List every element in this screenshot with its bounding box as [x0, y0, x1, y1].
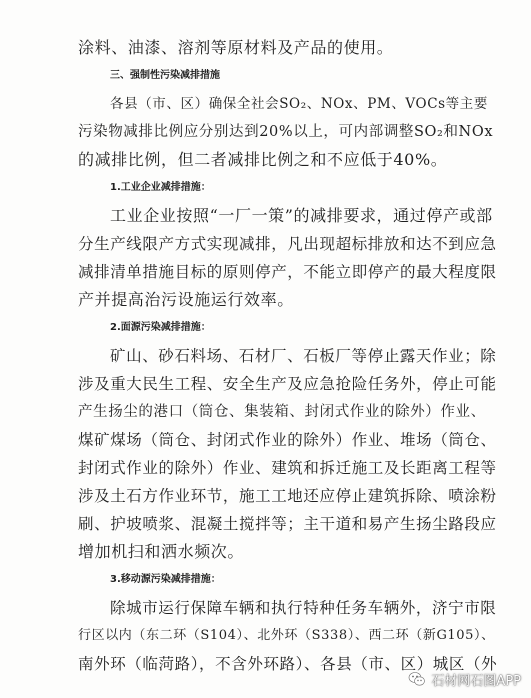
wechat-icon [408, 670, 426, 688]
text-line: 增加机扫和洒水频次。 [78, 542, 245, 561]
watermark [408, 668, 521, 690]
subsection-heading: 1.工业企业减排措施： [110, 182, 211, 193]
text-line: 涉及重大民生工程、安全生产及应急抢险任务外，停止可能 [78, 375, 497, 393]
text-line: 涂料、油漆、溶剂等原材料及产品的使用。 [78, 38, 394, 57]
text-line: 煤矿煤场（筒仓、封闭式作业的除外）作业、堆场（筒仓、 [78, 431, 497, 449]
text-line: 封闭式作业的除外）作业、建筑和拆迁施工及长距离工程等 [78, 459, 497, 477]
subsection-heading: 2.面源污染减排措施： [110, 322, 211, 333]
text-line: 刷、护坡喷浆、混凝土搅拌等；主干道和易产生扬尘路段应 [78, 515, 497, 533]
subsection-heading: 3.移动源污染减排措施： [110, 574, 221, 585]
text-line: 产并提高治污设施运行效率。 [78, 290, 294, 309]
text-line: 的减排比例，但二者减排比例之和不应低于40%。 [78, 150, 448, 169]
text-line: 分生产线限产方式实现减排，凡出现超标排放和达不到应急 [78, 235, 497, 253]
text-line: 行区以内（东二环（S104）、北外环（S338）、西二环（新G105）、 [78, 628, 495, 643]
text-line: 矿山、砂石料场、石材厂、石板厂等停止露天作业；除 [110, 347, 497, 365]
text-line: 除城市运行保障车辆和执行特种任务车辆外，济宁市限 [110, 599, 497, 617]
text-line: 南外环（临菏路），不含外环路）、各县（市、区）城区（外 [78, 655, 498, 673]
text-line: 涉及土石方作业环节，施工工地还应停止建筑拆除、喷涂粉 [78, 487, 497, 505]
text-line: 产生扬尘的港口（筒仓、集装箱、封闭式作业的除外）作业、 [78, 404, 486, 420]
section-heading: 三、强制性污染减排措施 [110, 70, 220, 81]
text-line: 工业企业按照“一厂一策”的减排要求，通过停产或部 [110, 206, 493, 225]
text-line: 各县（市、区）确保全社会SO₂、NOx、PM、VOCs等主要 [110, 96, 488, 112]
text-line: 减排清单措施目标的原则停产，不能立即停产的最大程度限 [78, 263, 497, 281]
watermark-text: 石材网石图APP [431, 673, 521, 689]
text-line: 污染物减排比例应分别达到20%以上，可内部调整SO₂和NOx [78, 124, 494, 140]
